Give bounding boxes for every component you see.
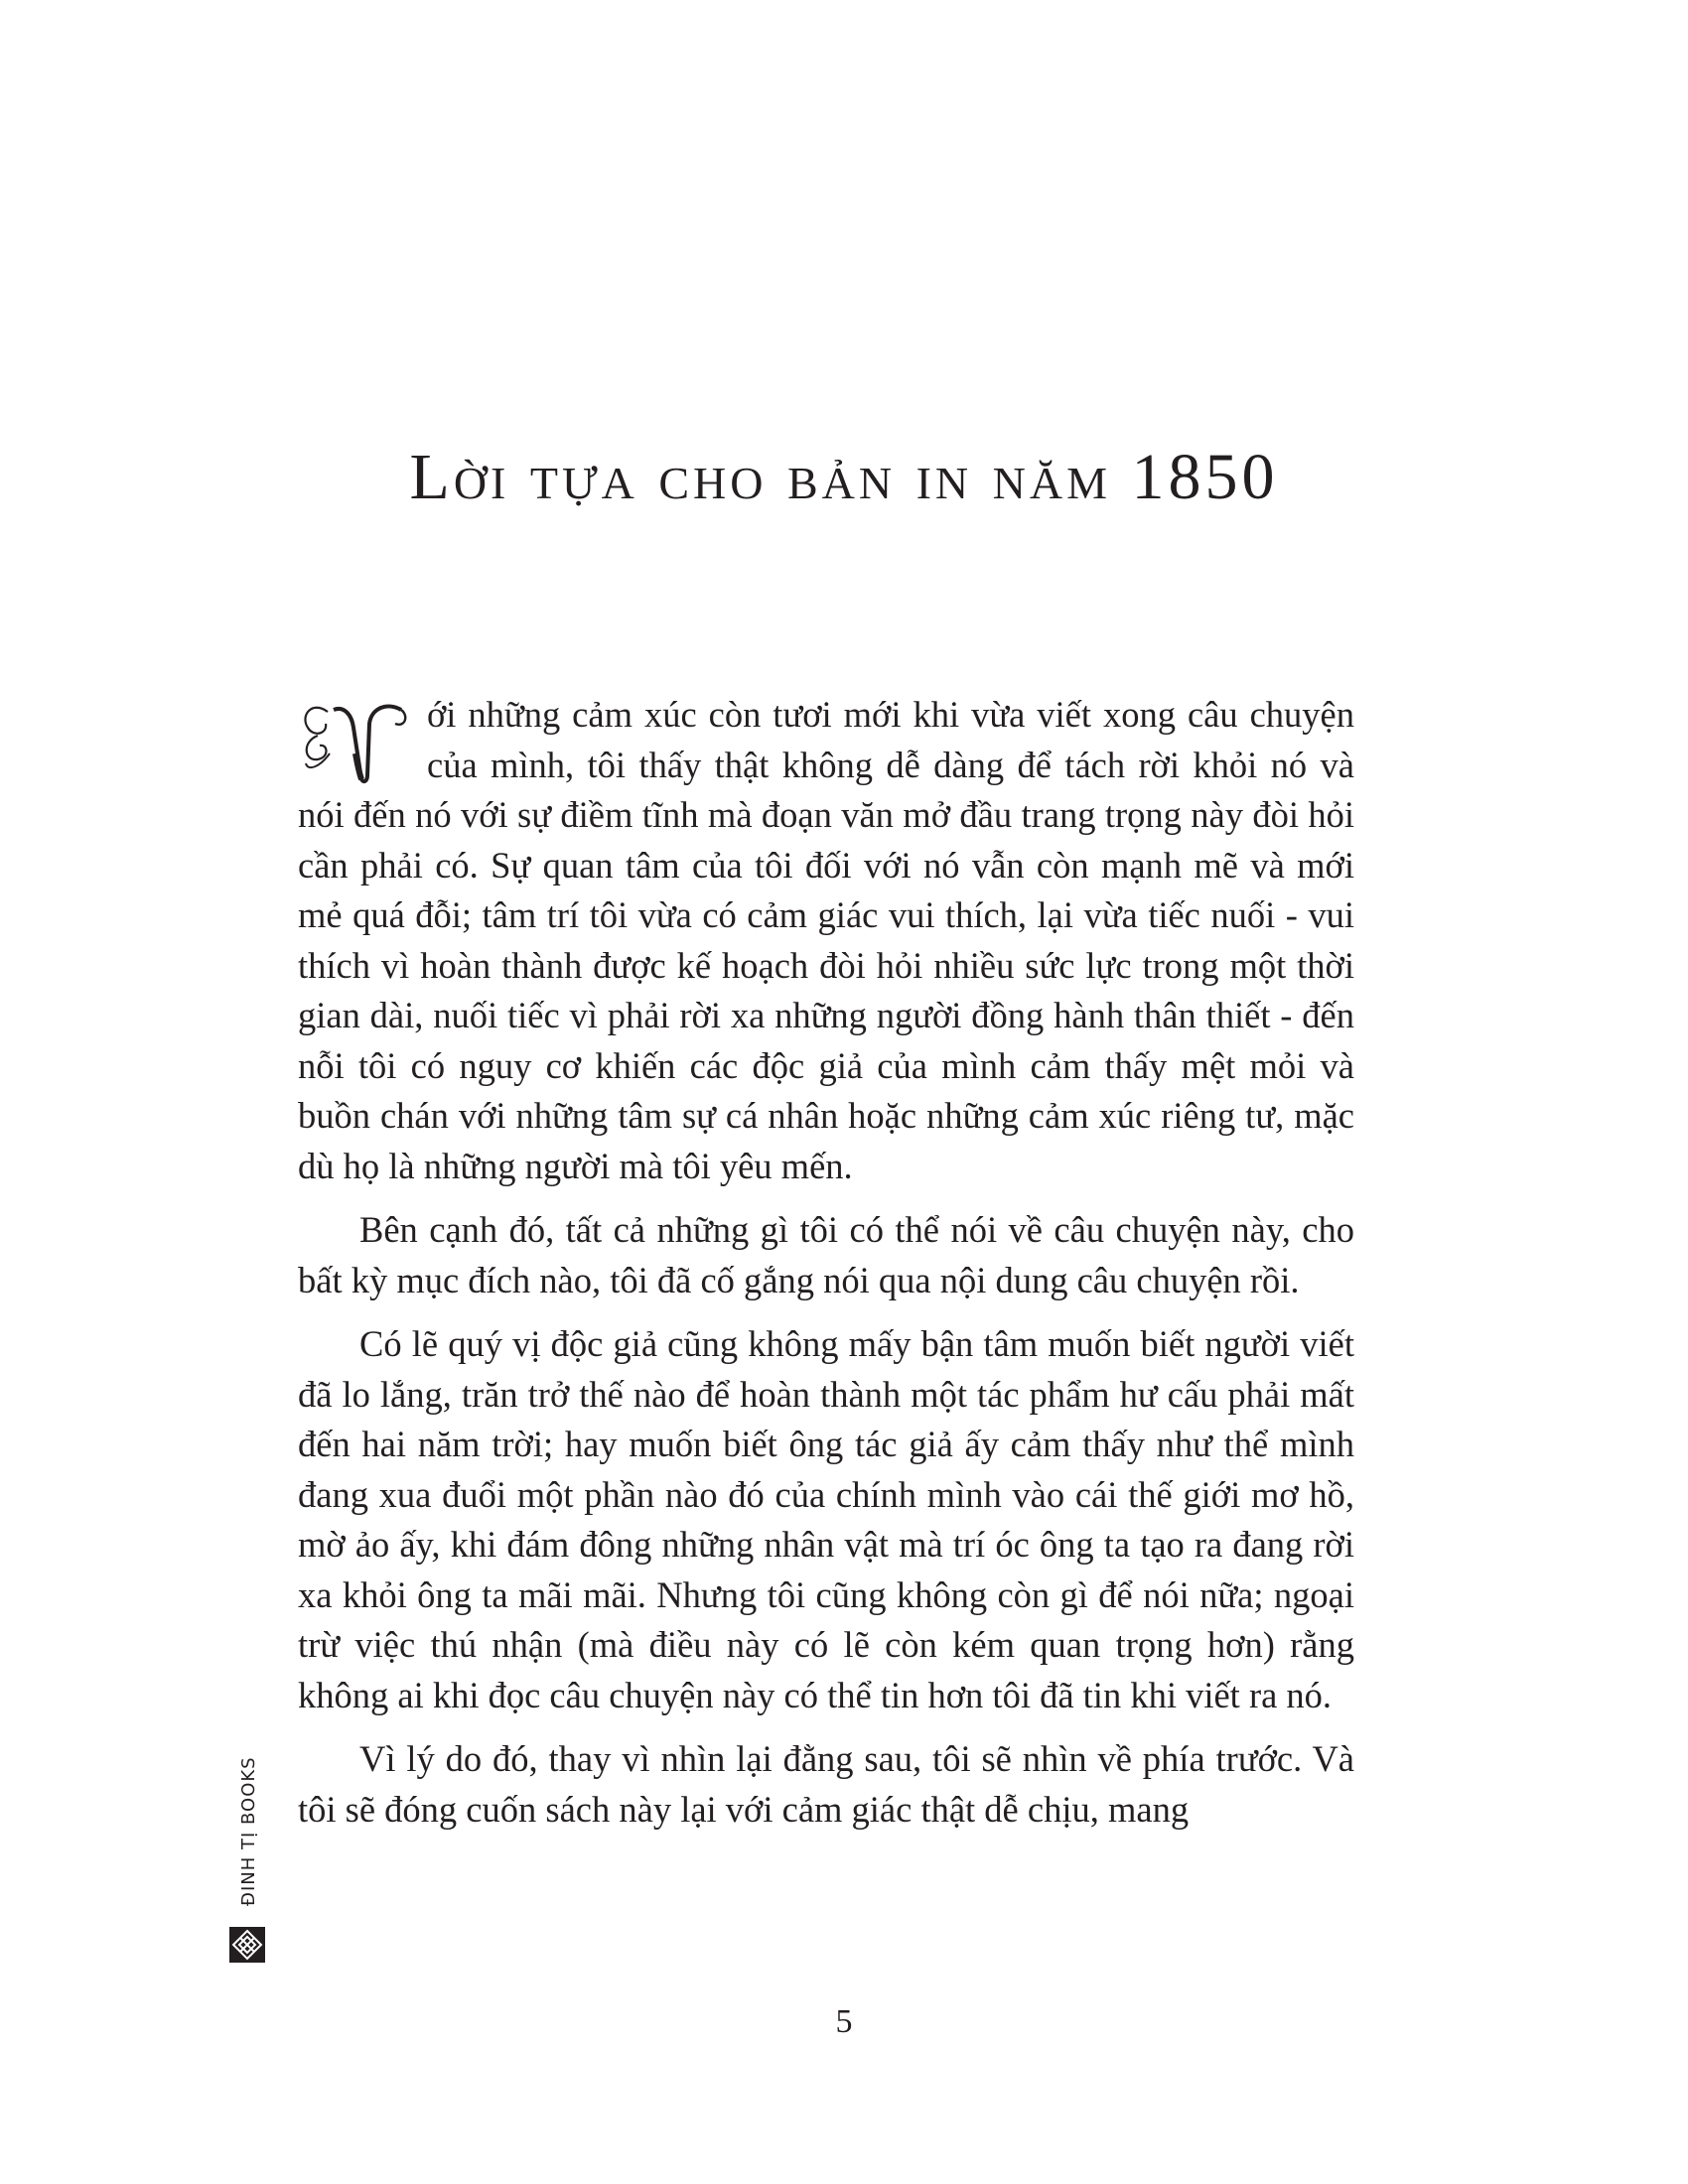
publisher-name: ĐINH TỊ BOOKS <box>238 1756 259 1906</box>
dropcap-letter: V <box>298 694 299 695</box>
paragraph-1 <box>298 690 1354 1191</box>
paragraph-2: Bên cạnh đó, tất cả những gì tôi có thể nói về câu chuyện này, cho bất kỳ mục đích nào, tôi đã cố gắng nói qua nội dung câu chuyện rồi. <box>298 1209 1354 1300</box>
paragraph-4: Vì lý do đó, thay vì nhìn lại đằng sau, tôi sẽ nhìn về phía trước. Và tôi sẽ đóng cuốn sách này lại với cảm giác thật dễ chịu, mang <box>298 1738 1354 1830</box>
paragraph-3: Có lẽ quý vị độc giả cũng không mấy bận tâm muốn biết người viết đã lo lắng, trăn trở thế nào để hoàn thành một tác phẩm hư cấu phải mất đến hai năm trời; hay muốn biết ông tác giả ấy cảm thấy như thể mình đang xua đuổi một phần nào đó của chính mình vào cái thế giới mơ hồ, mờ ảo ấy, khi đám đông những nhân vật mà trí óc ông ta tạo ra đang rời xa khỏi ông ta mãi mãi. Nhưng tôi cũng không còn gì để nói nữa; ngoại trừ việc thú nhận (mà điều này có lẽ còn kém quan trọng hơn) rằng không ai khi đọc câu chuyện này có thể tin hơn tôi đã tin khi viết ra nó. <box>298 1323 1354 1715</box>
publisher-mark <box>226 1757 266 1995</box>
publisher-logo-icon <box>228 1926 266 1964</box>
body-text <box>298 690 1354 1848</box>
page-number: 5 <box>835 2003 853 2040</box>
paragraph-1-text: ới những cảm xúc còn tươi mới khi vừa viết xong câu chuyện của mình, tôi thấy thật không dễ dàng để tách rời khỏi nó và nói đến nó với sự điềm tĩnh mà đoạn văn mở đầu trang trọng này đòi hỏi cần phải có. Sự quan tâm của tôi đối với nó vẫn còn mạnh mẽ và mới mẻ quá đỗi; tâm trí tôi vừa có cảm giác vui thích, lại vừa tiếc nuối - vui thích vì hoàn thành được kế hoạch đòi hỏi nhiều sức lực trong một thời gian dài, nuối tiếc vì phải rời xa những người đồng hành thân thiết - đến nỗi tôi có nguy cơ khiến các độc giả của mình cảm thấy mệt mỏi và buồn chán với những tâm sự cá nhân hoặc những cảm xúc riêng tư, mặc dù họ là những người mà tôi yêu mến. <box>298 694 1354 1186</box>
page-title: Lời tựa cho bản in năm 1850 <box>409 441 1279 513</box>
dropcap-ornament <box>298 694 421 785</box>
